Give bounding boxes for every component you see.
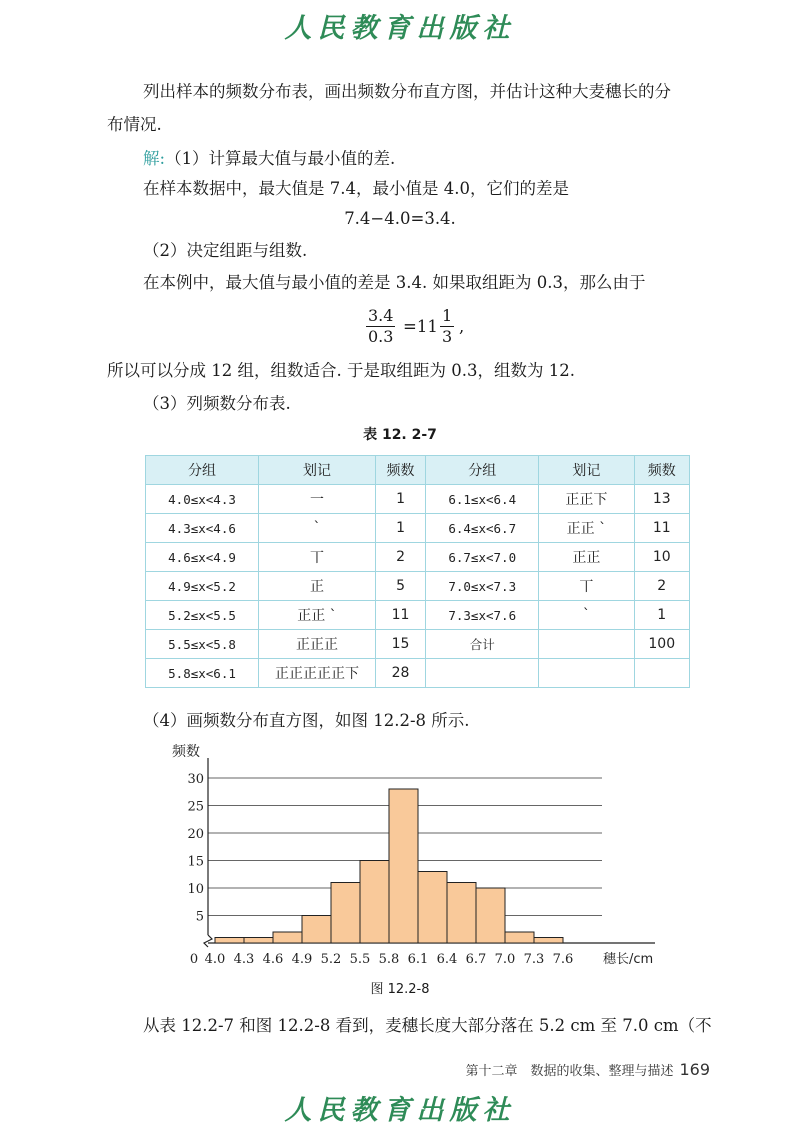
histogram-bar bbox=[447, 883, 476, 944]
paragraph-groups: 所以可以分成 12 组，组数适合. 于是取组距为 0.3，组数为 12. bbox=[107, 361, 575, 380]
cell-frequency: 28 bbox=[375, 659, 425, 688]
header-tally-2: 划记 bbox=[539, 456, 634, 485]
cell-frequency: 5 bbox=[375, 572, 425, 601]
histogram-bar bbox=[476, 888, 505, 943]
x-tick-label: 6.4 bbox=[436, 952, 458, 967]
solution-label: 解: bbox=[143, 149, 166, 168]
header-group: 分组 bbox=[146, 456, 259, 485]
x-tick-label: 5.5 bbox=[349, 952, 371, 967]
cell-group: 4.0≤x<4.3 bbox=[146, 485, 259, 514]
cell-tally-2: 丅 bbox=[539, 572, 634, 601]
cell-tally-2 bbox=[539, 659, 634, 688]
publisher-watermark-bottom: 人民教育出版社 bbox=[284, 1095, 516, 1126]
x-tick-label: 7.6 bbox=[552, 952, 574, 967]
header-frequency: 频数 bbox=[375, 456, 425, 485]
solution-step1 bbox=[143, 148, 395, 170]
fraction-numerator: 3.4 bbox=[368, 306, 394, 325]
paragraph-range: 在样本数据中，最大值是 7.4，最小值是 4.0，它们的差是 bbox=[143, 179, 569, 198]
cell-group-2: 7.0≤x<7.3 bbox=[426, 572, 539, 601]
cell-group: 5.5≤x<5.8 bbox=[146, 630, 259, 659]
histogram-bar bbox=[215, 938, 244, 944]
cell-tally: 正正 ˋ bbox=[259, 601, 376, 630]
figure-caption: 图 12.2-8 bbox=[370, 982, 430, 997]
cell-frequency: 1 bbox=[375, 514, 425, 543]
cell-frequency: 1 bbox=[375, 485, 425, 514]
cell-group-2 bbox=[426, 659, 539, 688]
chapter-title: 第十二章 数据的收集、整理与描述 bbox=[465, 1064, 674, 1079]
histogram-bar bbox=[418, 872, 447, 944]
cell-group: 5.8≤x<6.1 bbox=[146, 659, 259, 688]
cell-group-2: 合计 bbox=[426, 630, 539, 659]
cell-frequency: 11 bbox=[375, 601, 425, 630]
fraction-equals: =11 bbox=[403, 317, 438, 336]
fraction-denominator: 0.3 bbox=[368, 327, 394, 346]
cell-group: 5.2≤x<5.5 bbox=[146, 601, 259, 630]
cell-frequency-2: 11 bbox=[634, 514, 689, 543]
cell-group: 4.9≤x<5.2 bbox=[146, 572, 259, 601]
axis-break bbox=[204, 935, 212, 947]
header-frequency-2: 频数 bbox=[634, 456, 689, 485]
y-tick-label: 5 bbox=[195, 909, 204, 925]
header-tally: 划记 bbox=[259, 456, 376, 485]
cell-tally: 正正正正正下 bbox=[259, 659, 376, 688]
mixed-fraction bbox=[440, 306, 454, 347]
cell-frequency-2 bbox=[634, 659, 689, 688]
x-tick-label: 4.9 bbox=[291, 952, 313, 967]
y-tick-label: 10 bbox=[187, 882, 204, 897]
y-axis-label: 频数 bbox=[172, 744, 200, 760]
paragraph-intro-line2: 布情况. bbox=[107, 115, 162, 134]
y-tick-label: 20 bbox=[187, 827, 204, 842]
x-tick-label: 6.1 bbox=[407, 952, 429, 967]
cell-group-2: 6.1≤x<6.4 bbox=[426, 485, 539, 514]
frequency-table bbox=[145, 455, 690, 688]
cell-tally-2: 正正下 bbox=[539, 485, 634, 514]
histogram-bar bbox=[244, 938, 273, 944]
histogram-bar bbox=[505, 932, 534, 943]
mixed-denominator: 3 bbox=[442, 327, 453, 346]
cell-frequency-2: 2 bbox=[634, 572, 689, 601]
cell-frequency: 2 bbox=[375, 543, 425, 572]
cell-frequency-2: 13 bbox=[634, 485, 689, 514]
y-tick-label: 25 bbox=[187, 799, 204, 815]
table-title: 表 12. 2-7 bbox=[363, 427, 437, 443]
table-row bbox=[146, 630, 690, 659]
header-group-2: 分组 bbox=[426, 456, 539, 485]
origin-label: 0 bbox=[189, 952, 199, 967]
fraction-main bbox=[366, 306, 395, 347]
x-tick-label: 5.2 bbox=[320, 952, 342, 967]
paragraph-intro-line1: 列出样本的频数分布表，画出频数分布直方图，并估计这种大麦穗长的分 bbox=[143, 82, 671, 101]
equation-difference: 7.4−4.0=3.4. bbox=[344, 209, 456, 228]
table-row bbox=[146, 514, 690, 543]
cell-tally-2: 正正 ˋ bbox=[539, 514, 634, 543]
cell-group-2: 6.4≤x<6.7 bbox=[426, 514, 539, 543]
cell-tally: 正正正 bbox=[259, 630, 376, 659]
cell-tally-2: 正正 bbox=[539, 543, 634, 572]
step1-text: （1）计算最大值与最小值的差. bbox=[165, 149, 396, 168]
histogram-bar bbox=[331, 883, 360, 944]
solution-step4: （4）画频数分布直方图，如图 12.2-8 所示. bbox=[143, 711, 470, 730]
solution-step3: （3）列频数分布表. bbox=[143, 394, 291, 413]
page-number: 169 bbox=[679, 1060, 710, 1079]
cell-tally-2: ˋ bbox=[539, 601, 634, 630]
x-tick-label: 5.8 bbox=[378, 952, 400, 967]
x-tick-label: 7.0 bbox=[494, 952, 516, 967]
x-tick-label: 4.6 bbox=[262, 952, 284, 967]
x-tick-label: 4.3 bbox=[233, 952, 255, 967]
x-tick-label: 4.0 bbox=[204, 952, 226, 967]
x-tick-label: 6.7 bbox=[465, 952, 487, 967]
cell-group-2: 7.3≤x<7.6 bbox=[426, 601, 539, 630]
cell-frequency: 15 bbox=[375, 630, 425, 659]
y-tick-label: 30 bbox=[187, 772, 204, 787]
y-tick-label: 15 bbox=[187, 854, 204, 870]
mixed-numerator: 1 bbox=[442, 306, 453, 325]
publisher-watermark-top: 人民教育出版社 bbox=[284, 13, 516, 44]
paragraph-interval: 在本例中，最大值与最小值的差是 3.4. 如果取组距为 0.3，那么由于 bbox=[143, 273, 646, 292]
table-row bbox=[146, 659, 690, 688]
histogram-bar bbox=[360, 861, 389, 944]
x-tick-label: 7.3 bbox=[523, 952, 545, 967]
histogram-bar bbox=[534, 938, 563, 944]
cell-tally-2 bbox=[539, 630, 634, 659]
histogram-bar bbox=[273, 932, 302, 943]
histogram-bar bbox=[302, 916, 331, 944]
cell-tally: 丅 bbox=[259, 543, 376, 572]
table-row bbox=[146, 601, 690, 630]
solution-step2: （2）决定组距与组数. bbox=[143, 241, 308, 260]
cell-group: 4.3≤x<4.6 bbox=[146, 514, 259, 543]
page-footer bbox=[465, 1060, 710, 1079]
histogram-bar bbox=[389, 789, 418, 943]
cell-tally: ˋ bbox=[259, 514, 376, 543]
table-row bbox=[146, 543, 690, 572]
cell-frequency-2: 10 bbox=[634, 543, 689, 572]
fraction-comma: , bbox=[459, 317, 465, 336]
table-header-row bbox=[146, 456, 690, 485]
cell-tally: 一 bbox=[259, 485, 376, 514]
cell-group-2: 6.7≤x<7.0 bbox=[426, 543, 539, 572]
x-axis-label: 穗长/cm bbox=[603, 952, 654, 967]
cell-frequency-2: 100 bbox=[634, 630, 689, 659]
paragraph-conclusion: 从表 12.2-7 和图 12.2-8 看到，麦穗长度大部分落在 5.2 cm 至 7.0 cm（不 bbox=[143, 1016, 712, 1035]
cell-tally: 正 bbox=[259, 572, 376, 601]
table-row bbox=[146, 485, 690, 514]
table-row bbox=[146, 572, 690, 601]
histogram-chart bbox=[150, 738, 670, 968]
cell-group: 4.6≤x<4.9 bbox=[146, 543, 259, 572]
cell-frequency-2: 1 bbox=[634, 601, 689, 630]
